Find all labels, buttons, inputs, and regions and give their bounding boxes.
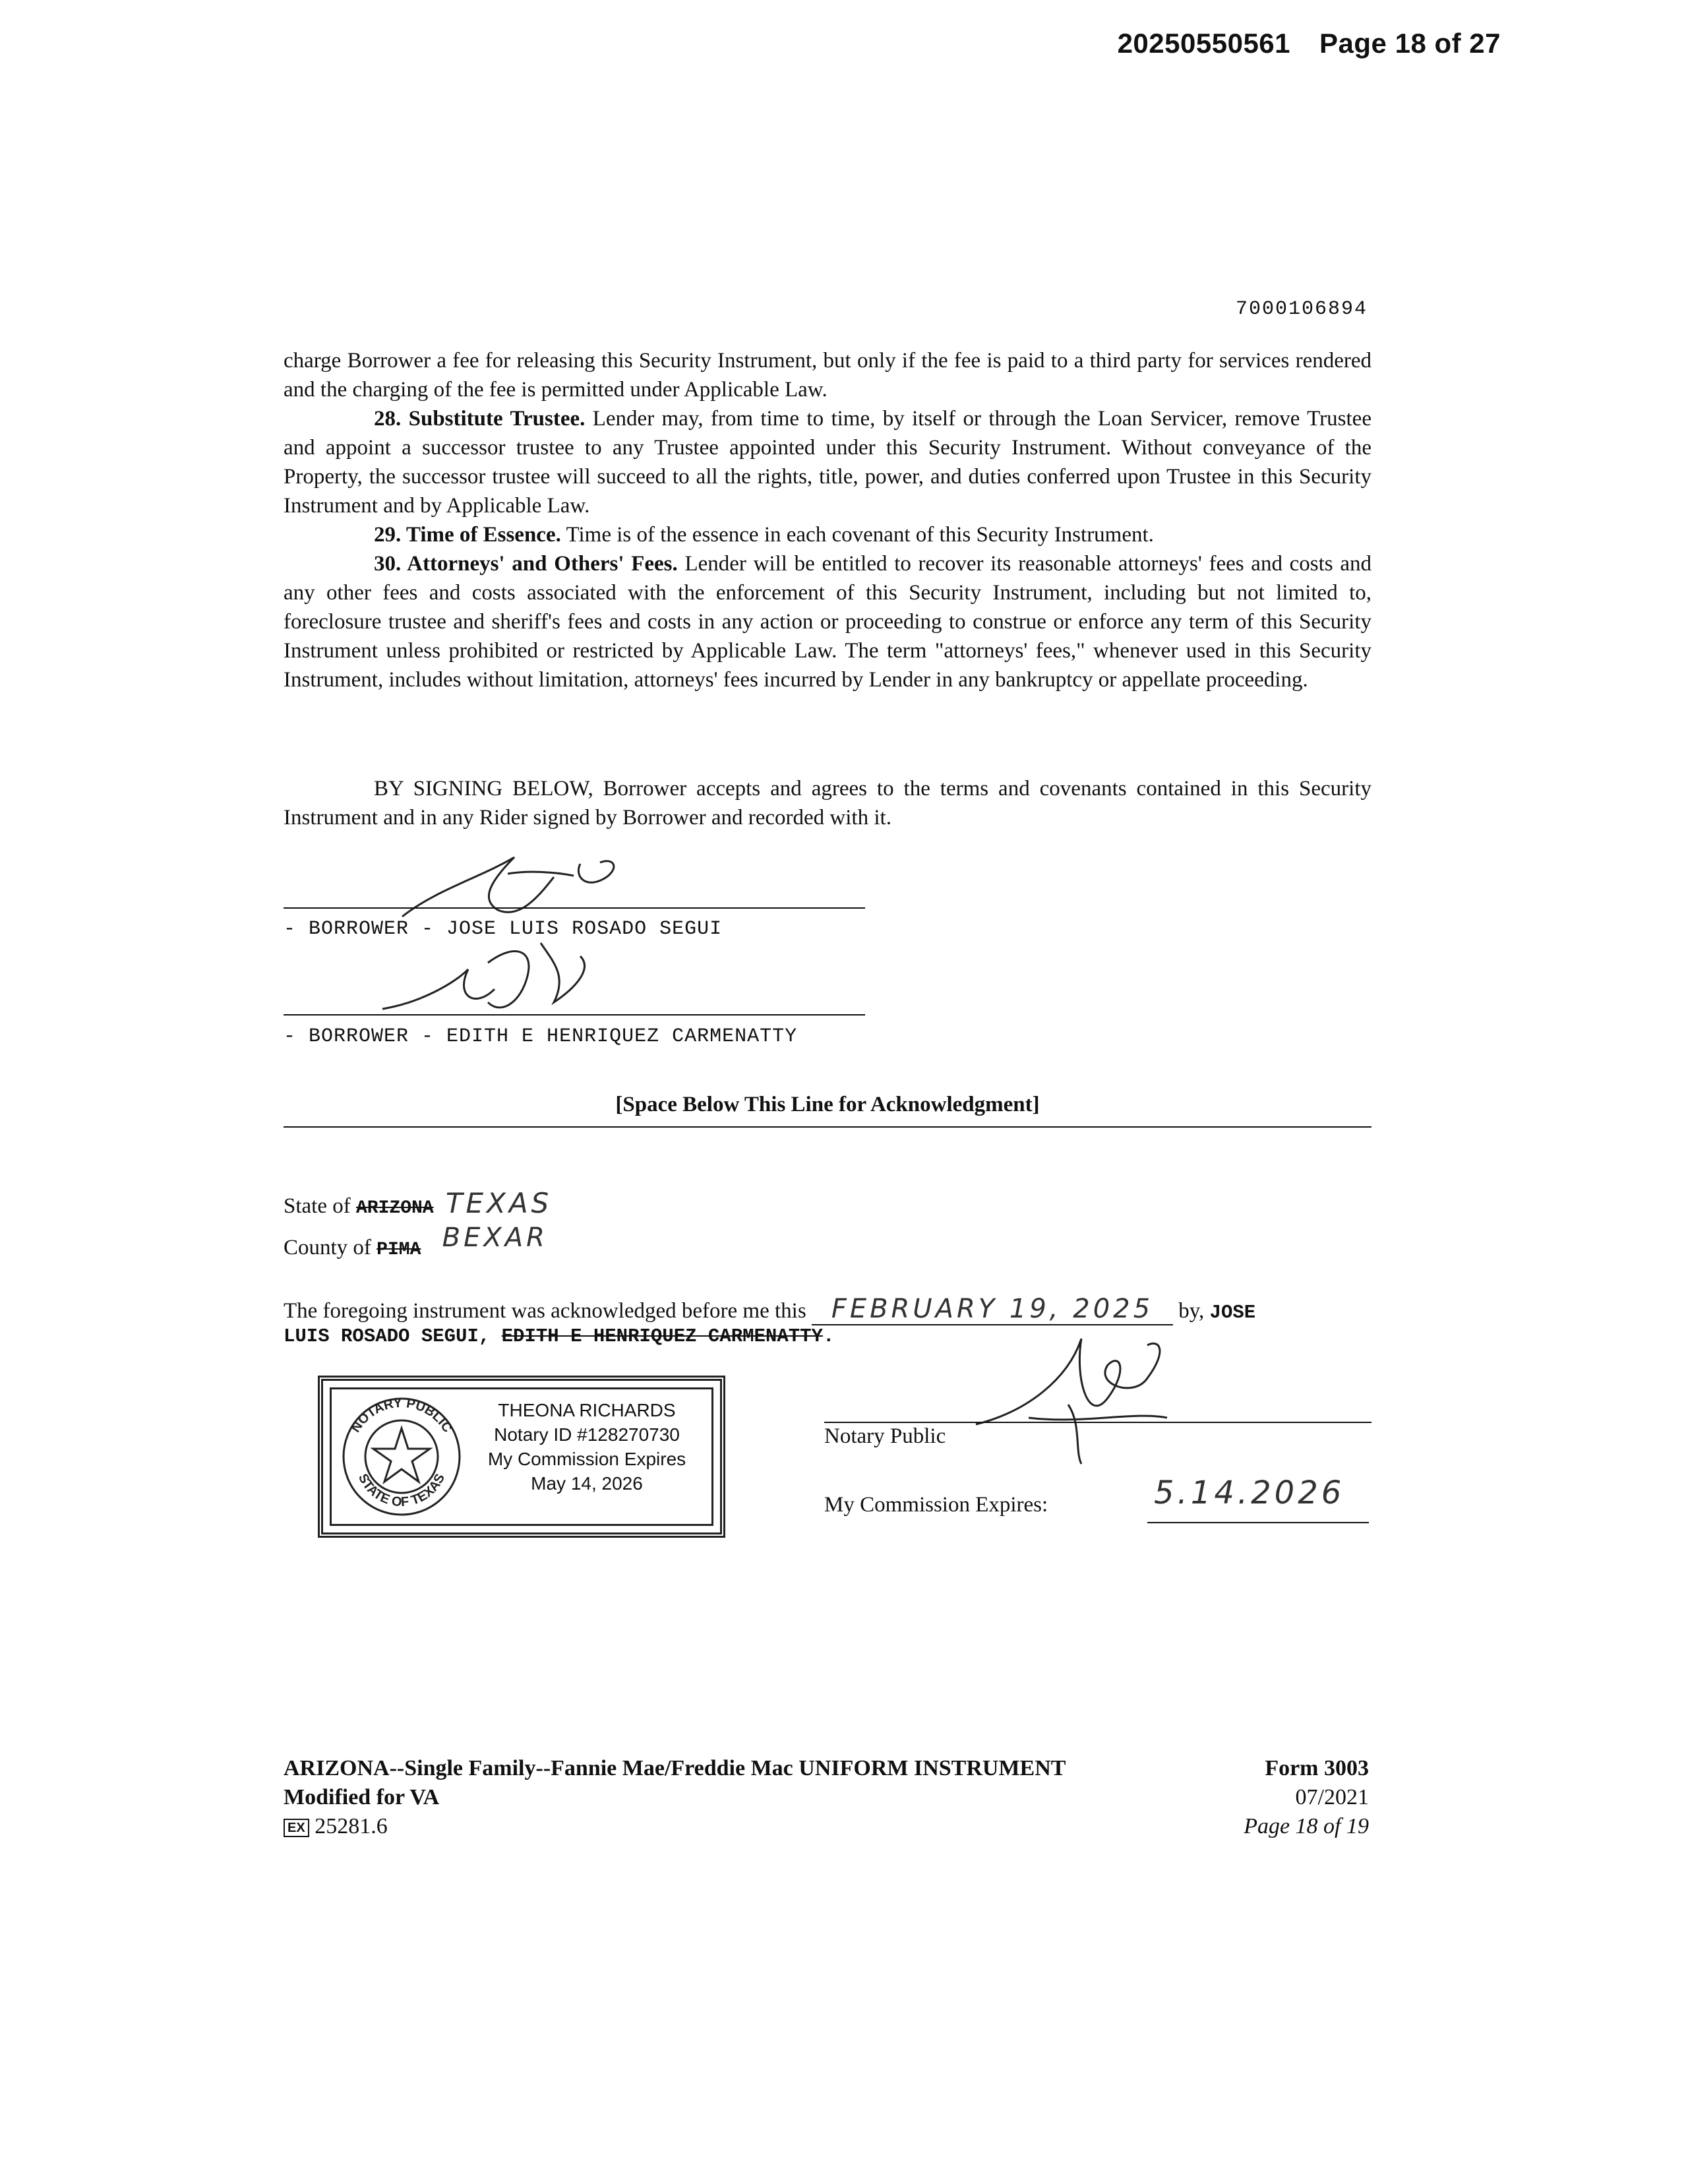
acknowledgment-date-handwritten: FEBRUARY 19, 2025 — [831, 1294, 1154, 1324]
notary-seal — [339, 1394, 464, 1519]
star-icon — [373, 1428, 430, 1482]
paragraph-30 — [284, 549, 1372, 694]
paragraph-29 — [284, 520, 1372, 549]
body-text — [284, 346, 1372, 694]
paragraph-28 — [284, 404, 1372, 520]
borrower-1-signature-line — [284, 907, 865, 909]
borrower-1-label: - BORROWER - JOSE LUIS ROSADO SEGUI — [284, 918, 723, 940]
paragraph-continuation: charge Borrower a fee for releasing this Security Instrument, but only if the fee is paid to a third party for services rendered and the charging of the fee is permitted under Applicable Law. — [284, 349, 1372, 402]
county-handwritten: BEXAR — [442, 1223, 548, 1253]
notary-public-label: Notary Public — [824, 1424, 946, 1448]
paragraph-30-title: 30. Attorneys' and Others' Fees. — [374, 552, 678, 576]
paragraph-30-body: Lender will be entitled to recover its reasonable attorneys' fees and costs and any other fees and costs associated with the enforcement of this Security Instrument, including but not limited to, foreclosure trustee and sheriff's fees and costs in any action or proceeding to construe or enforce any term of this Security Instrument unless prohibited or restricted by Applicable Law. The term "attorneys' fees," whenever used in this Security Instrument, includes without limitation, attorneys' fees incurred by Lender in any bankruptcy or appellate proceeding. — [284, 552, 1372, 692]
state-struck: ARIZONA — [355, 1198, 434, 1219]
borrower-2-signature-line — [284, 1014, 865, 1016]
commission-date-line — [1147, 1522, 1369, 1523]
county-line: County of PIMA BEXAR — [284, 1223, 548, 1260]
notary-signature-line — [824, 1422, 1372, 1423]
acknowledged-names: LUIS ROSADO SEGUI, EDITH E HENRIQUEZ CARMENATTY. — [284, 1325, 835, 1347]
acknowledgment-divider-label: [Space Below This Line for Acknowledgment] — [615, 1093, 1040, 1116]
borrower-2-label: - BORROWER - EDITH E HENRIQUEZ CARMENATTY — [284, 1025, 798, 1048]
signing-statement: BY SIGNING BELOW, Borrower accepts and agrees to the terms and covenants contained in this Security Instrument and in any Rider signed by Borrower and recorded with it. — [284, 777, 1372, 830]
state-handwritten: TEXAS — [445, 1187, 553, 1219]
acknowledgment-sentence: The foregoing instrument was acknowledged before me this FEBRUARY 19, 2025 by, JOSE — [284, 1294, 1256, 1324]
stamp-notary-id: Notary ID #128270730 — [494, 1424, 680, 1445]
commission-date-handwritten: 5.14.2026 — [1154, 1474, 1345, 1511]
ex-icon: EX — [284, 1819, 309, 1837]
stamp-text — [468, 1398, 706, 1496]
footer-right: Form 3003 07/2021 Page 18 of 19 — [1244, 1756, 1369, 1838]
loan-number: 7000106894 — [1235, 298, 1368, 320]
acknowledgment-divider-line — [284, 1126, 1372, 1128]
notary-signature — [950, 1325, 1226, 1471]
footer-left: ARIZONA--Single Family--Fannie Mae/Freddie Mac UNIFORM INSTRUMENT Modified for VA EX 25281.6 — [284, 1756, 1066, 1838]
commission-expires-label: My Commission Expires: — [824, 1493, 1048, 1517]
page-header — [1118, 28, 1501, 59]
state-line: State of ARIZONA TEXAS — [284, 1187, 553, 1219]
stamp-notary-name: THEONA RICHARDS — [498, 1400, 676, 1420]
seal-top-text: NOTARY PUBLIC — [348, 1395, 455, 1436]
paragraph-28-title: 28. Substitute Trustee. — [374, 407, 586, 431]
page-label: Page 18 of 27 — [1319, 28, 1501, 59]
county-struck: PIMA — [377, 1240, 421, 1260]
struck-name: EDITH E HENRIQUEZ CARMENATTY — [501, 1325, 823, 1347]
paragraph-28-body: Lender may, from time to time, by itself or through the Loan Servicer, remove Trustee and appoint a successor trustee to any Trustee appointed under this Security Instrument. Without conveyance of the Property, the successor trustee will succeed to all the rights, title, power, and duties conferred upon Trustee in this Security Instrument and by Applicable Law. — [284, 407, 1372, 518]
stamp-commission-label: My Commission Expires — [487, 1449, 686, 1469]
stamp-commission-date: May 14, 2026 — [531, 1473, 643, 1494]
seal-bottom-text: STATE OF TEXAS — [355, 1471, 448, 1510]
paragraph-29-body: Time is of the essence in each covenant of this Security Instrument. — [560, 523, 1154, 547]
document-number: 20250550561 — [1117, 28, 1291, 59]
notary-stamp — [318, 1376, 725, 1538]
paragraph-29-title: 29. Time of Essence. — [374, 523, 561, 547]
